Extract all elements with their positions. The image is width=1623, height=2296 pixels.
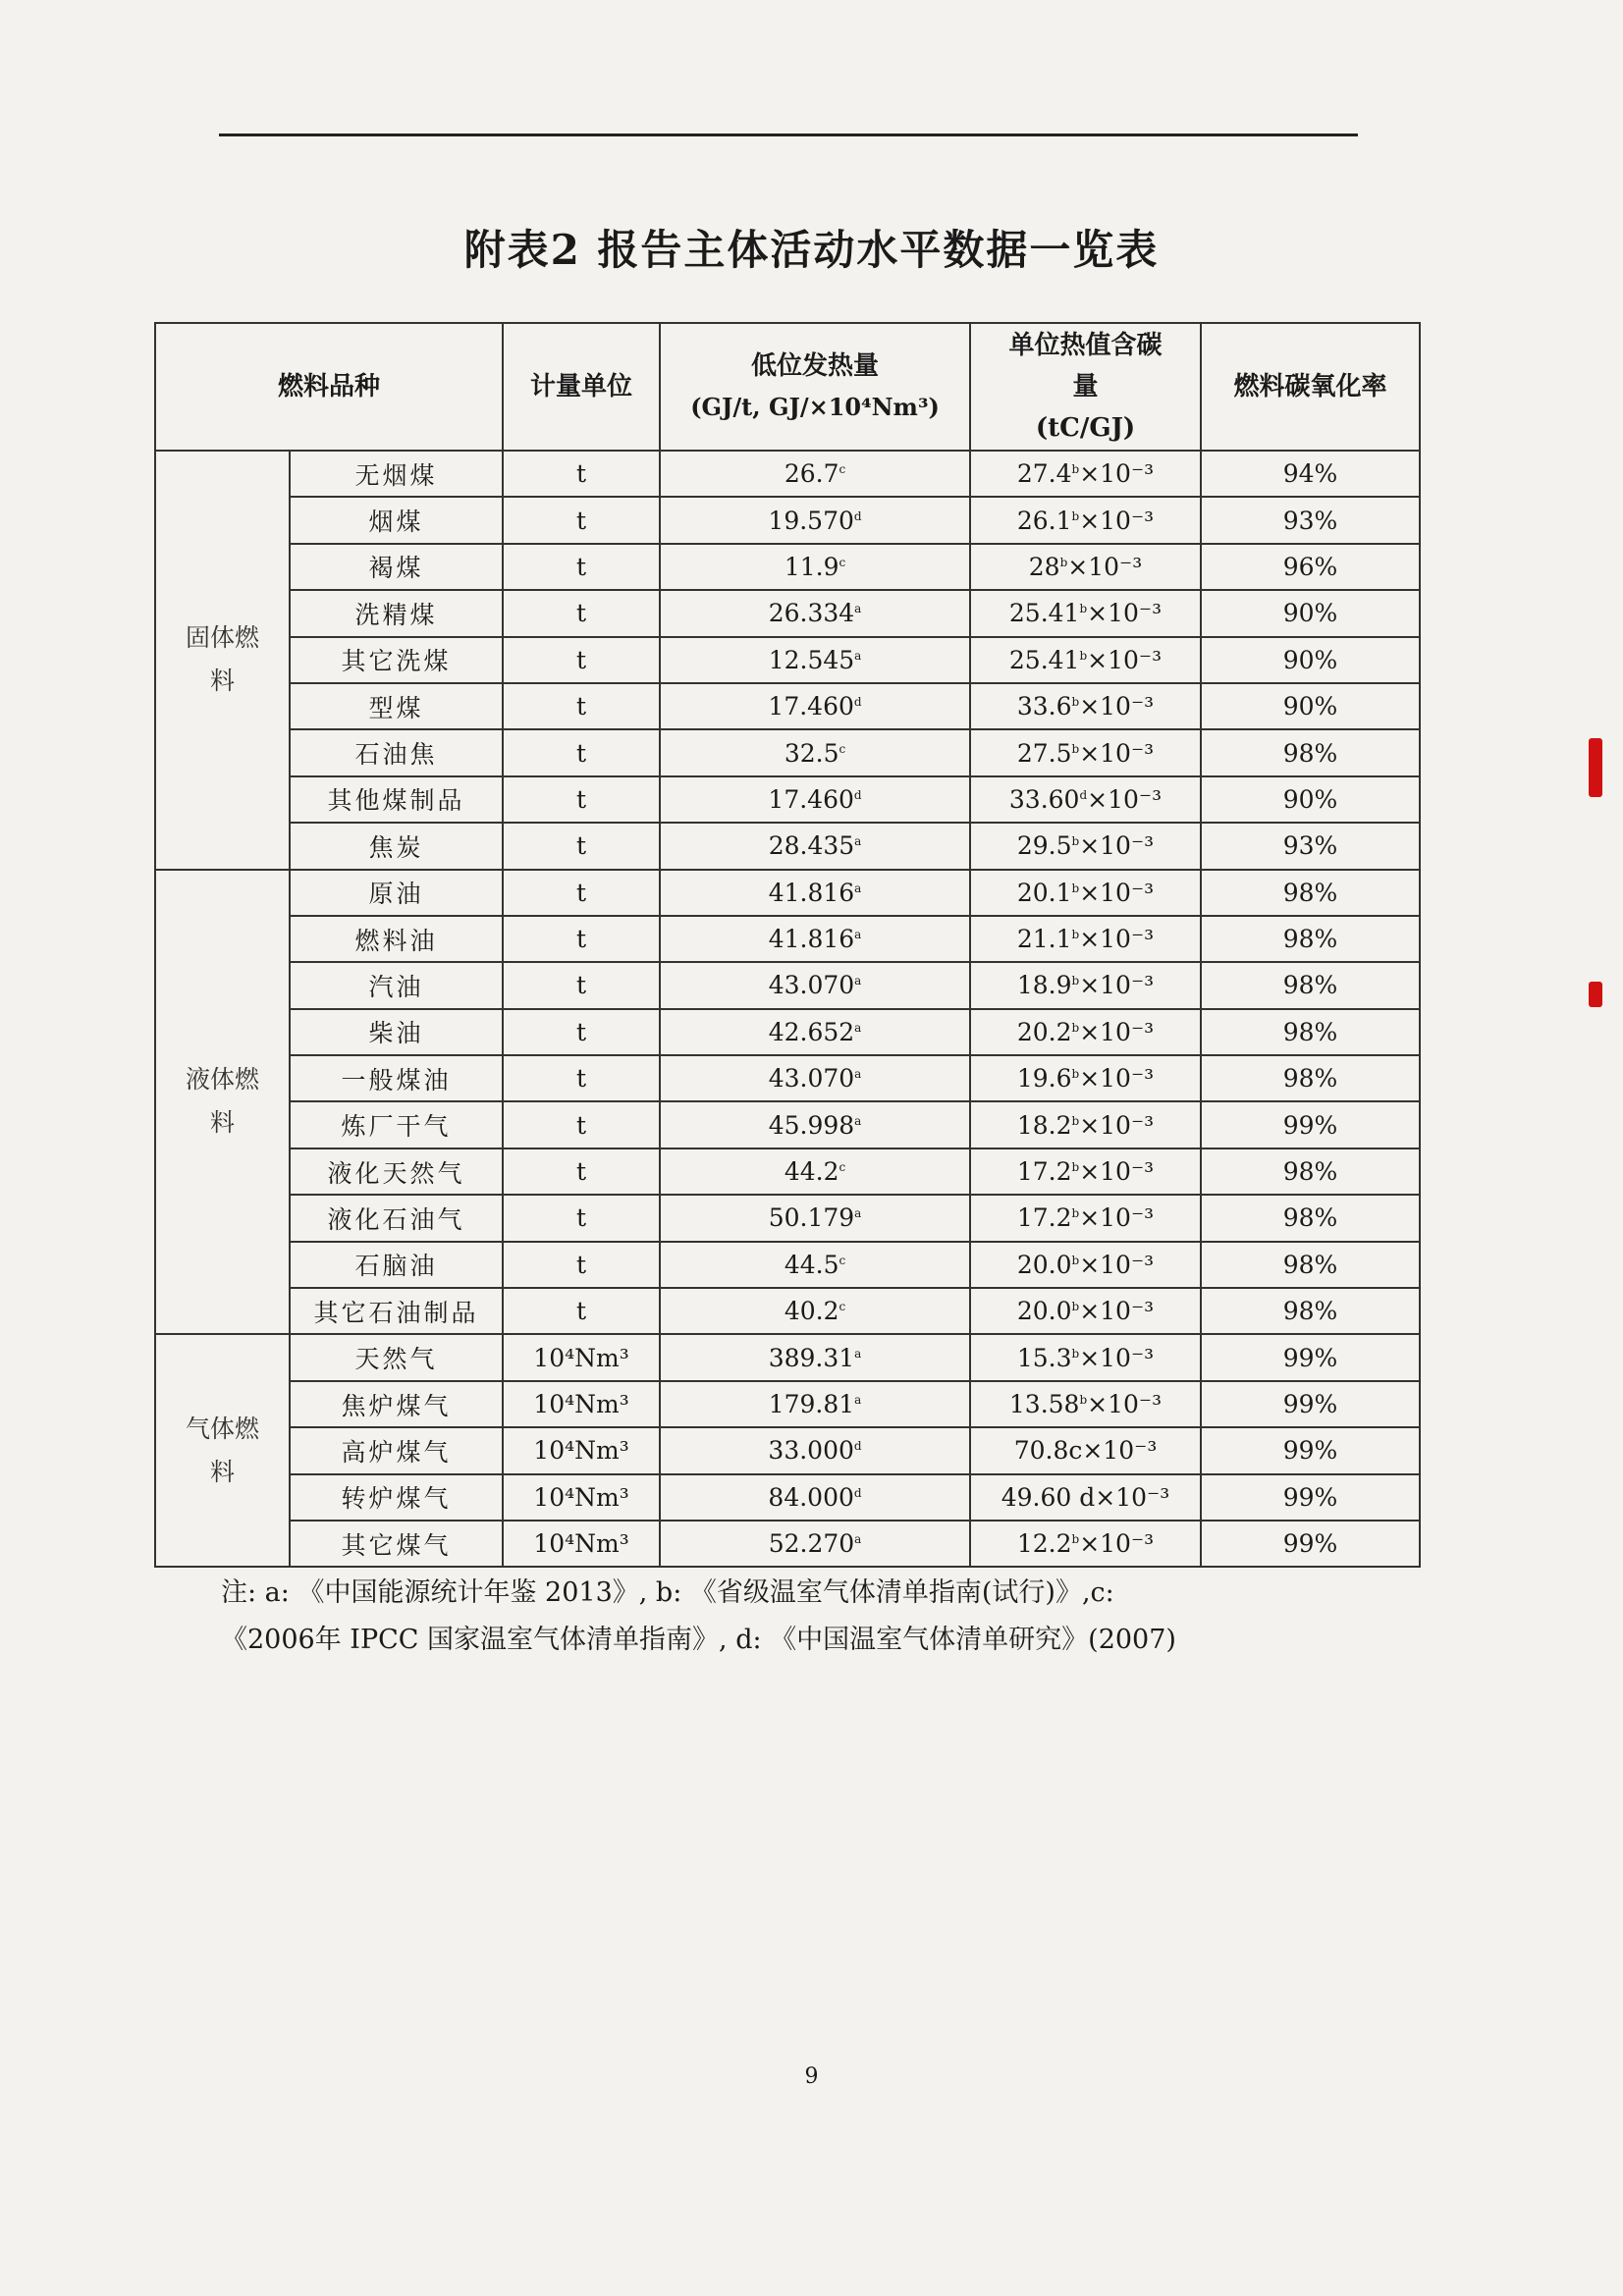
carbon-exponent: ×10⁻³ xyxy=(1079,971,1155,1000)
source-note-line-2: 《2006年 IPCC 国家温室气体清单指南》, d: 《中国温室气体清单研究》(2007) xyxy=(221,1625,1176,1655)
ncv-value: 17.460 xyxy=(768,692,854,721)
carbon-exponent: ×10⁻³ xyxy=(1079,738,1155,768)
ncv-source-mark: c xyxy=(839,555,846,569)
carbon-value: 26.1 xyxy=(1016,506,1072,535)
fuel-category-cell: 固体燃料 xyxy=(155,451,290,870)
carbon-content-cell xyxy=(970,776,1201,823)
table-row xyxy=(155,1055,1420,1101)
ncv-cell xyxy=(660,497,970,543)
oxidation-rate-cell: 99% xyxy=(1201,1474,1420,1521)
carbon-source-mark: b xyxy=(1071,1206,1080,1221)
carbon-source-mark: b xyxy=(1071,741,1080,756)
ncv-value: 40.2 xyxy=(784,1297,839,1326)
oxidation-rate-cell: 90% xyxy=(1201,683,1420,729)
unit-cell: t xyxy=(503,1148,660,1195)
unit-cell: 10⁴Nm³ xyxy=(503,1474,660,1521)
oxidation-rate-cell: 90% xyxy=(1201,776,1420,823)
ncv-source-mark: a xyxy=(854,1067,862,1082)
unit-cell: t xyxy=(503,544,660,590)
carbon-value: 20.2 xyxy=(1016,1017,1072,1046)
oxidation-rate-cell: 90% xyxy=(1201,590,1420,636)
source-note-line-1: 注: a: 《中国能源统计年鉴 2013》, b: 《省级温室气体清单指南(试行)》,c: xyxy=(221,1577,1114,1608)
oxidation-rate-cell: 98% xyxy=(1201,1288,1420,1334)
ncv-value: 26.334 xyxy=(768,599,855,628)
carbon-value: 20.1 xyxy=(1016,878,1072,907)
carbon-content-cell xyxy=(970,497,1201,543)
ncv-cell xyxy=(660,637,970,683)
carbon-value: 25.41 xyxy=(1008,599,1080,628)
ncv-cell xyxy=(660,1427,970,1473)
carbon-content-cell xyxy=(970,1334,1201,1380)
unit-cell: t xyxy=(503,683,660,729)
unit-cell: t xyxy=(503,916,660,962)
fuel-name-cell: 其它石油制品 xyxy=(290,1288,503,1334)
unit-cell: t xyxy=(503,590,660,636)
unit-cell: 10⁴Nm³ xyxy=(503,1381,660,1427)
ncv-cell xyxy=(660,776,970,823)
ncv-value: 19.570 xyxy=(768,506,854,535)
oxidation-rate-cell: 96% xyxy=(1201,544,1420,590)
ncv-value: 32.5 xyxy=(784,738,839,768)
ncv-cell xyxy=(660,916,970,962)
fuel-category-cell: 气体燃料 xyxy=(155,1334,290,1567)
oxidation-rate-cell: 94% xyxy=(1201,451,1420,497)
header-fuel-type: 燃料品种 xyxy=(155,323,503,451)
oxidation-rate-cell: 99% xyxy=(1201,1427,1420,1473)
ncv-value: 41.816 xyxy=(768,878,855,907)
carbon-content-cell xyxy=(970,637,1201,683)
red-seal-mark xyxy=(1589,982,1602,1007)
table-row xyxy=(155,1009,1420,1055)
carbon-value: 49.60 d xyxy=(1001,1482,1096,1512)
table-row xyxy=(155,729,1420,775)
carbon-exponent: ×10⁻³ xyxy=(1079,1017,1155,1046)
unit-cell: t xyxy=(503,823,660,869)
fuel-name-cell: 柴油 xyxy=(290,1009,503,1055)
ncv-value: 43.070 xyxy=(768,1064,855,1094)
oxidation-rate-cell: 98% xyxy=(1201,1148,1420,1195)
ncv-source-mark: d xyxy=(853,1485,862,1500)
unit-cell: t xyxy=(503,637,660,683)
carbon-exponent: ×10⁻³ xyxy=(1087,599,1163,628)
carbon-exponent: ×10⁻³ xyxy=(1079,1297,1155,1326)
ncv-source-mark: c xyxy=(839,1300,846,1314)
page-title: 附表2 报告主体活动水平数据一览表 xyxy=(463,226,1160,274)
carbon-source-mark: b xyxy=(1071,1253,1080,1267)
carbon-value: 19.6 xyxy=(1016,1064,1072,1094)
fuel-name-cell: 石脑油 xyxy=(290,1242,503,1288)
carbon-value: 28 xyxy=(1028,552,1060,581)
carbon-value: 25.41 xyxy=(1008,645,1080,674)
carbon-value: 21.1 xyxy=(1016,925,1072,954)
ncv-cell xyxy=(660,451,970,497)
ncv-source-mark: d xyxy=(853,695,862,710)
fuel-name-cell: 其他煤制品 xyxy=(290,776,503,823)
carbon-source-mark: b xyxy=(1071,1300,1080,1314)
ncv-value: 11.9 xyxy=(784,552,839,581)
carbon-value: 17.2 xyxy=(1016,1157,1072,1187)
ncv-source-mark: a xyxy=(854,974,862,988)
carbon-source-mark: b xyxy=(1071,462,1080,477)
ncv-source-mark: a xyxy=(854,602,862,616)
carbon-source-mark: b xyxy=(1071,1346,1080,1361)
activity-data-table xyxy=(154,322,1421,1568)
oxidation-rate-cell: 98% xyxy=(1201,1009,1420,1055)
table-row xyxy=(155,1334,1420,1380)
ncv-source-mark: a xyxy=(854,881,862,895)
carbon-exponent: ×10⁻³ xyxy=(1087,784,1163,814)
ncv-source-mark: c xyxy=(839,741,846,756)
unit-cell: t xyxy=(503,776,660,823)
carbon-value: 13.58 xyxy=(1008,1390,1080,1418)
table-row xyxy=(155,683,1420,729)
ncv-cell xyxy=(660,1521,970,1567)
ncv-cell xyxy=(660,1195,970,1241)
carbon-source-mark: b xyxy=(1071,1160,1080,1175)
table-row xyxy=(155,1101,1420,1148)
fuel-name-cell: 焦炉煤气 xyxy=(290,1381,503,1427)
oxidation-rate-cell: 93% xyxy=(1201,497,1420,543)
unit-cell: t xyxy=(503,1288,660,1334)
header-ncv-unit: (GJ/t, GJ/×10⁴Nm³) xyxy=(690,393,940,421)
ncv-value: 179.81 xyxy=(768,1390,855,1418)
ncv-cell xyxy=(660,590,970,636)
carbon-content-cell xyxy=(970,870,1201,916)
ncv-cell xyxy=(660,1148,970,1195)
carbon-content-cell xyxy=(970,590,1201,636)
ncv-value: 44.5 xyxy=(784,1250,839,1279)
table-row xyxy=(155,544,1420,590)
carbon-source-mark: b xyxy=(1071,695,1080,710)
header-carbon-unit: (tC/GJ) xyxy=(1035,413,1136,443)
carbon-content-cell xyxy=(970,1009,1201,1055)
carbon-content-cell xyxy=(970,1521,1201,1567)
ncv-cell xyxy=(660,729,970,775)
ncv-value: 50.179 xyxy=(768,1203,855,1233)
carbon-content-cell xyxy=(970,1242,1201,1288)
fuel-name-cell: 烟煤 xyxy=(290,497,503,543)
unit-cell: t xyxy=(503,1055,660,1101)
carbon-exponent: ×10⁻³ xyxy=(1079,506,1155,535)
carbon-source-mark: b xyxy=(1071,1532,1080,1547)
ncv-cell xyxy=(660,683,970,729)
header-rule xyxy=(219,133,1358,136)
fuel-name-cell: 其它煤气 xyxy=(290,1521,503,1567)
oxidation-rate-cell: 99% xyxy=(1201,1101,1420,1148)
fuel-name-cell: 一般煤油 xyxy=(290,1055,503,1101)
carbon-value: 12.2 xyxy=(1016,1529,1072,1559)
fuel-name-cell: 型煤 xyxy=(290,683,503,729)
ncv-value: 41.816 xyxy=(768,925,855,954)
carbon-source-mark: b xyxy=(1071,834,1080,849)
fuel-name-cell: 液化石油气 xyxy=(290,1195,503,1241)
ncv-source-mark: a xyxy=(854,1113,862,1128)
carbon-value: 70.8c xyxy=(1013,1436,1083,1466)
oxidation-rate-cell: 99% xyxy=(1201,1334,1420,1380)
carbon-exponent: ×10⁻³ xyxy=(1079,692,1155,721)
ncv-source-mark: a xyxy=(854,1346,862,1361)
carbon-content-cell xyxy=(970,1148,1201,1195)
table-row xyxy=(155,1381,1420,1427)
table-row xyxy=(155,497,1420,543)
oxidation-rate-cell: 99% xyxy=(1201,1381,1420,1427)
carbon-exponent: ×10⁻³ xyxy=(1079,1203,1155,1233)
oxidation-rate-cell: 98% xyxy=(1201,1055,1420,1101)
carbon-content-cell xyxy=(970,916,1201,962)
ncv-cell xyxy=(660,1381,970,1427)
ncv-cell xyxy=(660,1474,970,1521)
ncv-cell xyxy=(660,1288,970,1334)
carbon-source-mark: b xyxy=(1071,928,1080,942)
ncv-source-mark: a xyxy=(854,1206,862,1221)
unit-cell: t xyxy=(503,1101,660,1148)
carbon-exponent: ×10⁻³ xyxy=(1079,1529,1155,1559)
header-ncv-label: 低位发热量 xyxy=(751,351,880,381)
carbon-content-cell xyxy=(970,962,1201,1008)
ncv-value: 28.435 xyxy=(768,831,855,861)
table-row xyxy=(155,870,1420,916)
table-row xyxy=(155,1148,1420,1195)
ncv-cell xyxy=(660,1101,970,1148)
carbon-exponent: ×10⁻³ xyxy=(1079,925,1155,954)
carbon-exponent: ×10⁻³ xyxy=(1079,878,1155,907)
ncv-source-mark: a xyxy=(854,834,862,849)
carbon-source-mark: b xyxy=(1071,881,1080,895)
page-number: 9 xyxy=(804,2064,819,2089)
oxidation-rate-cell: 93% xyxy=(1201,823,1420,869)
unit-cell: 10⁴Nm³ xyxy=(503,1334,660,1380)
ncv-value: 44.2 xyxy=(784,1157,839,1187)
unit-cell: t xyxy=(503,729,660,775)
oxidation-rate-cell: 98% xyxy=(1201,1242,1420,1288)
carbon-content-cell xyxy=(970,1474,1201,1521)
unit-cell: t xyxy=(503,1242,660,1288)
carbon-value: 27.5 xyxy=(1016,738,1072,768)
table-row xyxy=(155,1288,1420,1334)
table-row xyxy=(155,1427,1420,1473)
ncv-value: 17.460 xyxy=(768,784,854,814)
ncv-value: 45.998 xyxy=(768,1110,855,1140)
red-seal-mark xyxy=(1589,738,1602,797)
carbon-content-cell xyxy=(970,1381,1201,1427)
unit-cell: 10⁴Nm³ xyxy=(503,1521,660,1567)
table-row xyxy=(155,776,1420,823)
table-row xyxy=(155,1242,1420,1288)
ncv-source-mark: a xyxy=(854,1393,862,1407)
ncv-source-mark: c xyxy=(839,1160,846,1175)
fuel-name-cell: 无烟煤 xyxy=(290,451,503,497)
carbon-value: 18.9 xyxy=(1016,971,1072,1000)
ncv-value: 52.270 xyxy=(768,1529,855,1559)
ncv-value: 389.31 xyxy=(768,1343,855,1372)
table-row xyxy=(155,1474,1420,1521)
table-row xyxy=(155,590,1420,636)
ncv-source-mark: d xyxy=(853,787,862,802)
table-row xyxy=(155,823,1420,869)
carbon-exponent: ×10⁻³ xyxy=(1079,1343,1155,1372)
fuel-name-cell: 高炉煤气 xyxy=(290,1427,503,1473)
carbon-source-mark: d xyxy=(1079,787,1088,802)
carbon-source-mark: b xyxy=(1071,1113,1080,1128)
carbon-value: 33.6 xyxy=(1016,692,1072,721)
carbon-content-cell xyxy=(970,1055,1201,1101)
unit-cell: t xyxy=(503,451,660,497)
unit-cell: t xyxy=(503,497,660,543)
unit-cell: t xyxy=(503,1009,660,1055)
ncv-cell xyxy=(660,1334,970,1380)
fuel-name-cell: 转炉煤气 xyxy=(290,1474,503,1521)
table-row xyxy=(155,1195,1420,1241)
carbon-source-mark: b xyxy=(1071,1067,1080,1082)
header-carbon-label-2: 量 xyxy=(1072,372,1099,401)
fuel-name-cell: 其它洗煤 xyxy=(290,637,503,683)
carbon-value: 20.0 xyxy=(1016,1250,1072,1279)
carbon-exponent: ×10⁻³ xyxy=(1087,645,1163,674)
table-body xyxy=(155,451,1420,1567)
carbon-source-mark: b xyxy=(1071,1020,1080,1035)
ncv-cell xyxy=(660,1242,970,1288)
ncv-cell xyxy=(660,962,970,1008)
carbon-value: 20.0 xyxy=(1016,1297,1072,1326)
carbon-content-cell xyxy=(970,1288,1201,1334)
ncv-cell xyxy=(660,1009,970,1055)
table-header-row xyxy=(155,323,1420,451)
header-oxidation-rate: 燃料碳氧化率 xyxy=(1201,323,1420,451)
carbon-exponent: ×10⁻³ xyxy=(1079,1064,1155,1094)
carbon-exponent: ×10⁻³ xyxy=(1079,459,1155,489)
unit-cell: t xyxy=(503,870,660,916)
table-row xyxy=(155,1521,1420,1567)
header-unit: 计量单位 xyxy=(503,323,660,451)
fuel-name-cell: 炼厂干气 xyxy=(290,1101,503,1148)
fuel-name-cell: 石油焦 xyxy=(290,729,503,775)
header-ncv xyxy=(660,323,970,451)
carbon-value: 33.60 xyxy=(1008,784,1080,814)
ncv-value: 26.7 xyxy=(784,459,839,489)
carbon-exponent: ×10⁻³ xyxy=(1087,1390,1163,1418)
fuel-name-cell: 燃料油 xyxy=(290,916,503,962)
ncv-source-mark: c xyxy=(839,462,846,477)
ncv-value: 84.000 xyxy=(768,1482,854,1512)
carbon-source-mark: b xyxy=(1059,555,1068,569)
carbon-value: 29.5 xyxy=(1016,831,1072,861)
ncv-value: 42.652 xyxy=(768,1017,855,1046)
oxidation-rate-cell: 98% xyxy=(1201,962,1420,1008)
oxidation-rate-cell: 98% xyxy=(1201,916,1420,962)
carbon-source-mark: b xyxy=(1071,508,1080,523)
carbon-source-mark: b xyxy=(1079,602,1088,616)
carbon-content-cell xyxy=(970,1101,1201,1148)
ncv-cell xyxy=(660,823,970,869)
ncv-value: 12.545 xyxy=(768,645,855,674)
oxidation-rate-cell: 98% xyxy=(1201,1195,1420,1241)
fuel-category-cell: 液体燃料 xyxy=(155,870,290,1335)
carbon-exponent: ×10⁻³ xyxy=(1067,552,1143,581)
ncv-cell xyxy=(660,1055,970,1101)
carbon-value: 15.3 xyxy=(1016,1343,1072,1372)
carbon-exponent: ×10⁻³ xyxy=(1079,1250,1155,1279)
carbon-exponent: ×10⁻³ xyxy=(1095,1482,1170,1512)
carbon-content-cell xyxy=(970,823,1201,869)
unit-cell: t xyxy=(503,1195,660,1241)
carbon-exponent: ×10⁻³ xyxy=(1079,1110,1155,1140)
carbon-exponent: ×10⁻³ xyxy=(1079,1157,1155,1187)
oxidation-rate-cell: 90% xyxy=(1201,637,1420,683)
unit-cell: t xyxy=(503,962,660,1008)
fuel-name-cell: 天然气 xyxy=(290,1334,503,1380)
fuel-name-cell: 焦炭 xyxy=(290,823,503,869)
ncv-value: 43.070 xyxy=(768,971,855,1000)
ncv-source-mark: a xyxy=(854,928,862,942)
carbon-value: 17.2 xyxy=(1016,1203,1072,1233)
ncv-source-mark: c xyxy=(839,1253,846,1267)
oxidation-rate-cell: 98% xyxy=(1201,729,1420,775)
carbon-source-mark: b xyxy=(1071,974,1080,988)
table-row xyxy=(155,637,1420,683)
table-row xyxy=(155,916,1420,962)
carbon-content-cell xyxy=(970,1427,1201,1473)
ncv-cell xyxy=(660,544,970,590)
ncv-source-mark: d xyxy=(853,508,862,523)
carbon-exponent: ×10⁻³ xyxy=(1079,831,1155,861)
carbon-value: 27.4 xyxy=(1016,459,1072,489)
ncv-source-mark: a xyxy=(854,1532,862,1547)
ncv-source-mark: d xyxy=(853,1439,862,1454)
ncv-source-mark: a xyxy=(854,1020,862,1035)
fuel-name-cell: 汽油 xyxy=(290,962,503,1008)
table-row xyxy=(155,962,1420,1008)
oxidation-rate-cell: 99% xyxy=(1201,1521,1420,1567)
carbon-source-mark: b xyxy=(1079,1393,1088,1407)
fuel-name-cell: 褐煤 xyxy=(290,544,503,590)
fuel-name-cell: 洗精煤 xyxy=(290,590,503,636)
header-carbon-label-1: 单位热值含碳 xyxy=(1008,331,1163,360)
carbon-content-cell xyxy=(970,451,1201,497)
header-carbon-content xyxy=(970,323,1201,451)
table-row xyxy=(155,451,1420,497)
carbon-exponent: ×10⁻³ xyxy=(1082,1436,1158,1466)
carbon-source-mark: b xyxy=(1079,648,1088,663)
carbon-content-cell xyxy=(970,729,1201,775)
fuel-name-cell: 原油 xyxy=(290,870,503,916)
ncv-source-mark: a xyxy=(854,648,862,663)
carbon-value: 18.2 xyxy=(1016,1110,1072,1140)
unit-cell: 10⁴Nm³ xyxy=(503,1427,660,1473)
ncv-cell xyxy=(660,870,970,916)
fuel-name-cell: 液化天然气 xyxy=(290,1148,503,1195)
ncv-value: 33.000 xyxy=(768,1436,854,1466)
carbon-content-cell xyxy=(970,1195,1201,1241)
carbon-content-cell xyxy=(970,683,1201,729)
carbon-content-cell xyxy=(970,544,1201,590)
oxidation-rate-cell: 98% xyxy=(1201,870,1420,916)
